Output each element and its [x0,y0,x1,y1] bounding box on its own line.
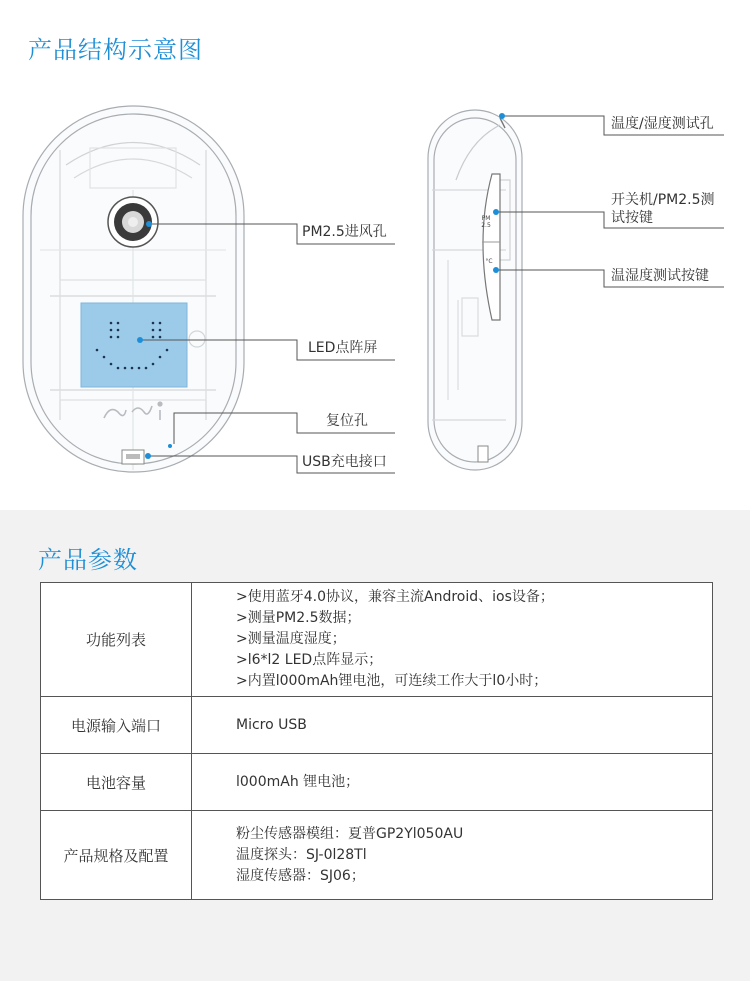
pm-button-mark-top: PM [481,215,491,222]
spec-value [192,811,713,900]
reset-hole [168,444,172,448]
side-usb-port [478,446,488,462]
callout-pm25-inlet: PM2.5进风孔 [302,224,387,240]
led-dot-matrix [81,303,187,387]
callout-usb-port: USB充电接口 [302,454,387,470]
spec-row-power-input [41,697,713,754]
side-view-device [428,110,522,470]
spec-value-line: >测量温度湿度； [236,631,346,647]
spec-value-line: >l6*l2 LED点阵显示； [236,652,383,668]
spec-value-line: >测量PM2.5数据； [236,610,361,626]
spec-row-functions [41,583,713,697]
spec-value-line: Micro USB [236,716,307,733]
callout-temp-humidity-hole: 温度/湿度测试孔 [611,116,714,132]
front-view-device [23,106,244,472]
callout-reset-hole: 复位孔 [326,413,368,429]
spec-value-line: 温度探头：SJ-0l28Tl [236,846,367,863]
spec-row-battery [41,754,713,811]
temp-button-mark: °C [485,258,493,265]
callout-led-matrix: LED点阵屏 [308,340,378,356]
spec-value [192,754,713,811]
spec-value-line: l000mAh 锂电池； [236,773,360,790]
spec-label: 功能列表 [41,583,192,697]
spec-value-line: >内置l000mAh锂电池，可连续工作大于l0小时； [236,673,548,689]
spec-value-line: >使用蓝牙4.0协议，兼容主流Android、ios设备； [236,589,554,605]
spec-label: 产品规格及配置 [41,811,192,900]
params-title: 产品参数 [38,546,138,574]
spec-label: 电源输入端口 [41,697,192,754]
callout-power-pm25-button-line2: 试按键 [611,210,653,226]
usb-port [122,450,144,464]
spec-row-configuration [41,811,713,900]
spec-value [192,583,713,697]
callout-temp-humidity-button: 温湿度测试按键 [611,268,709,284]
spec-table [40,582,713,900]
callout-power-pm25-button-line1: 开关机/PM2.5测 [611,192,715,208]
spec-value-line: 粉尘传感器模组：夏普GP2Yl050AU [236,825,464,842]
spec-label: 电池容量 [41,754,192,811]
spec-value-line: 湿度传感器：SJ06； [236,867,365,884]
spec-value [192,697,713,754]
structure-title: 产品结构示意图 [28,36,203,64]
pm-button-mark-bottom: 2.5 [481,222,491,229]
